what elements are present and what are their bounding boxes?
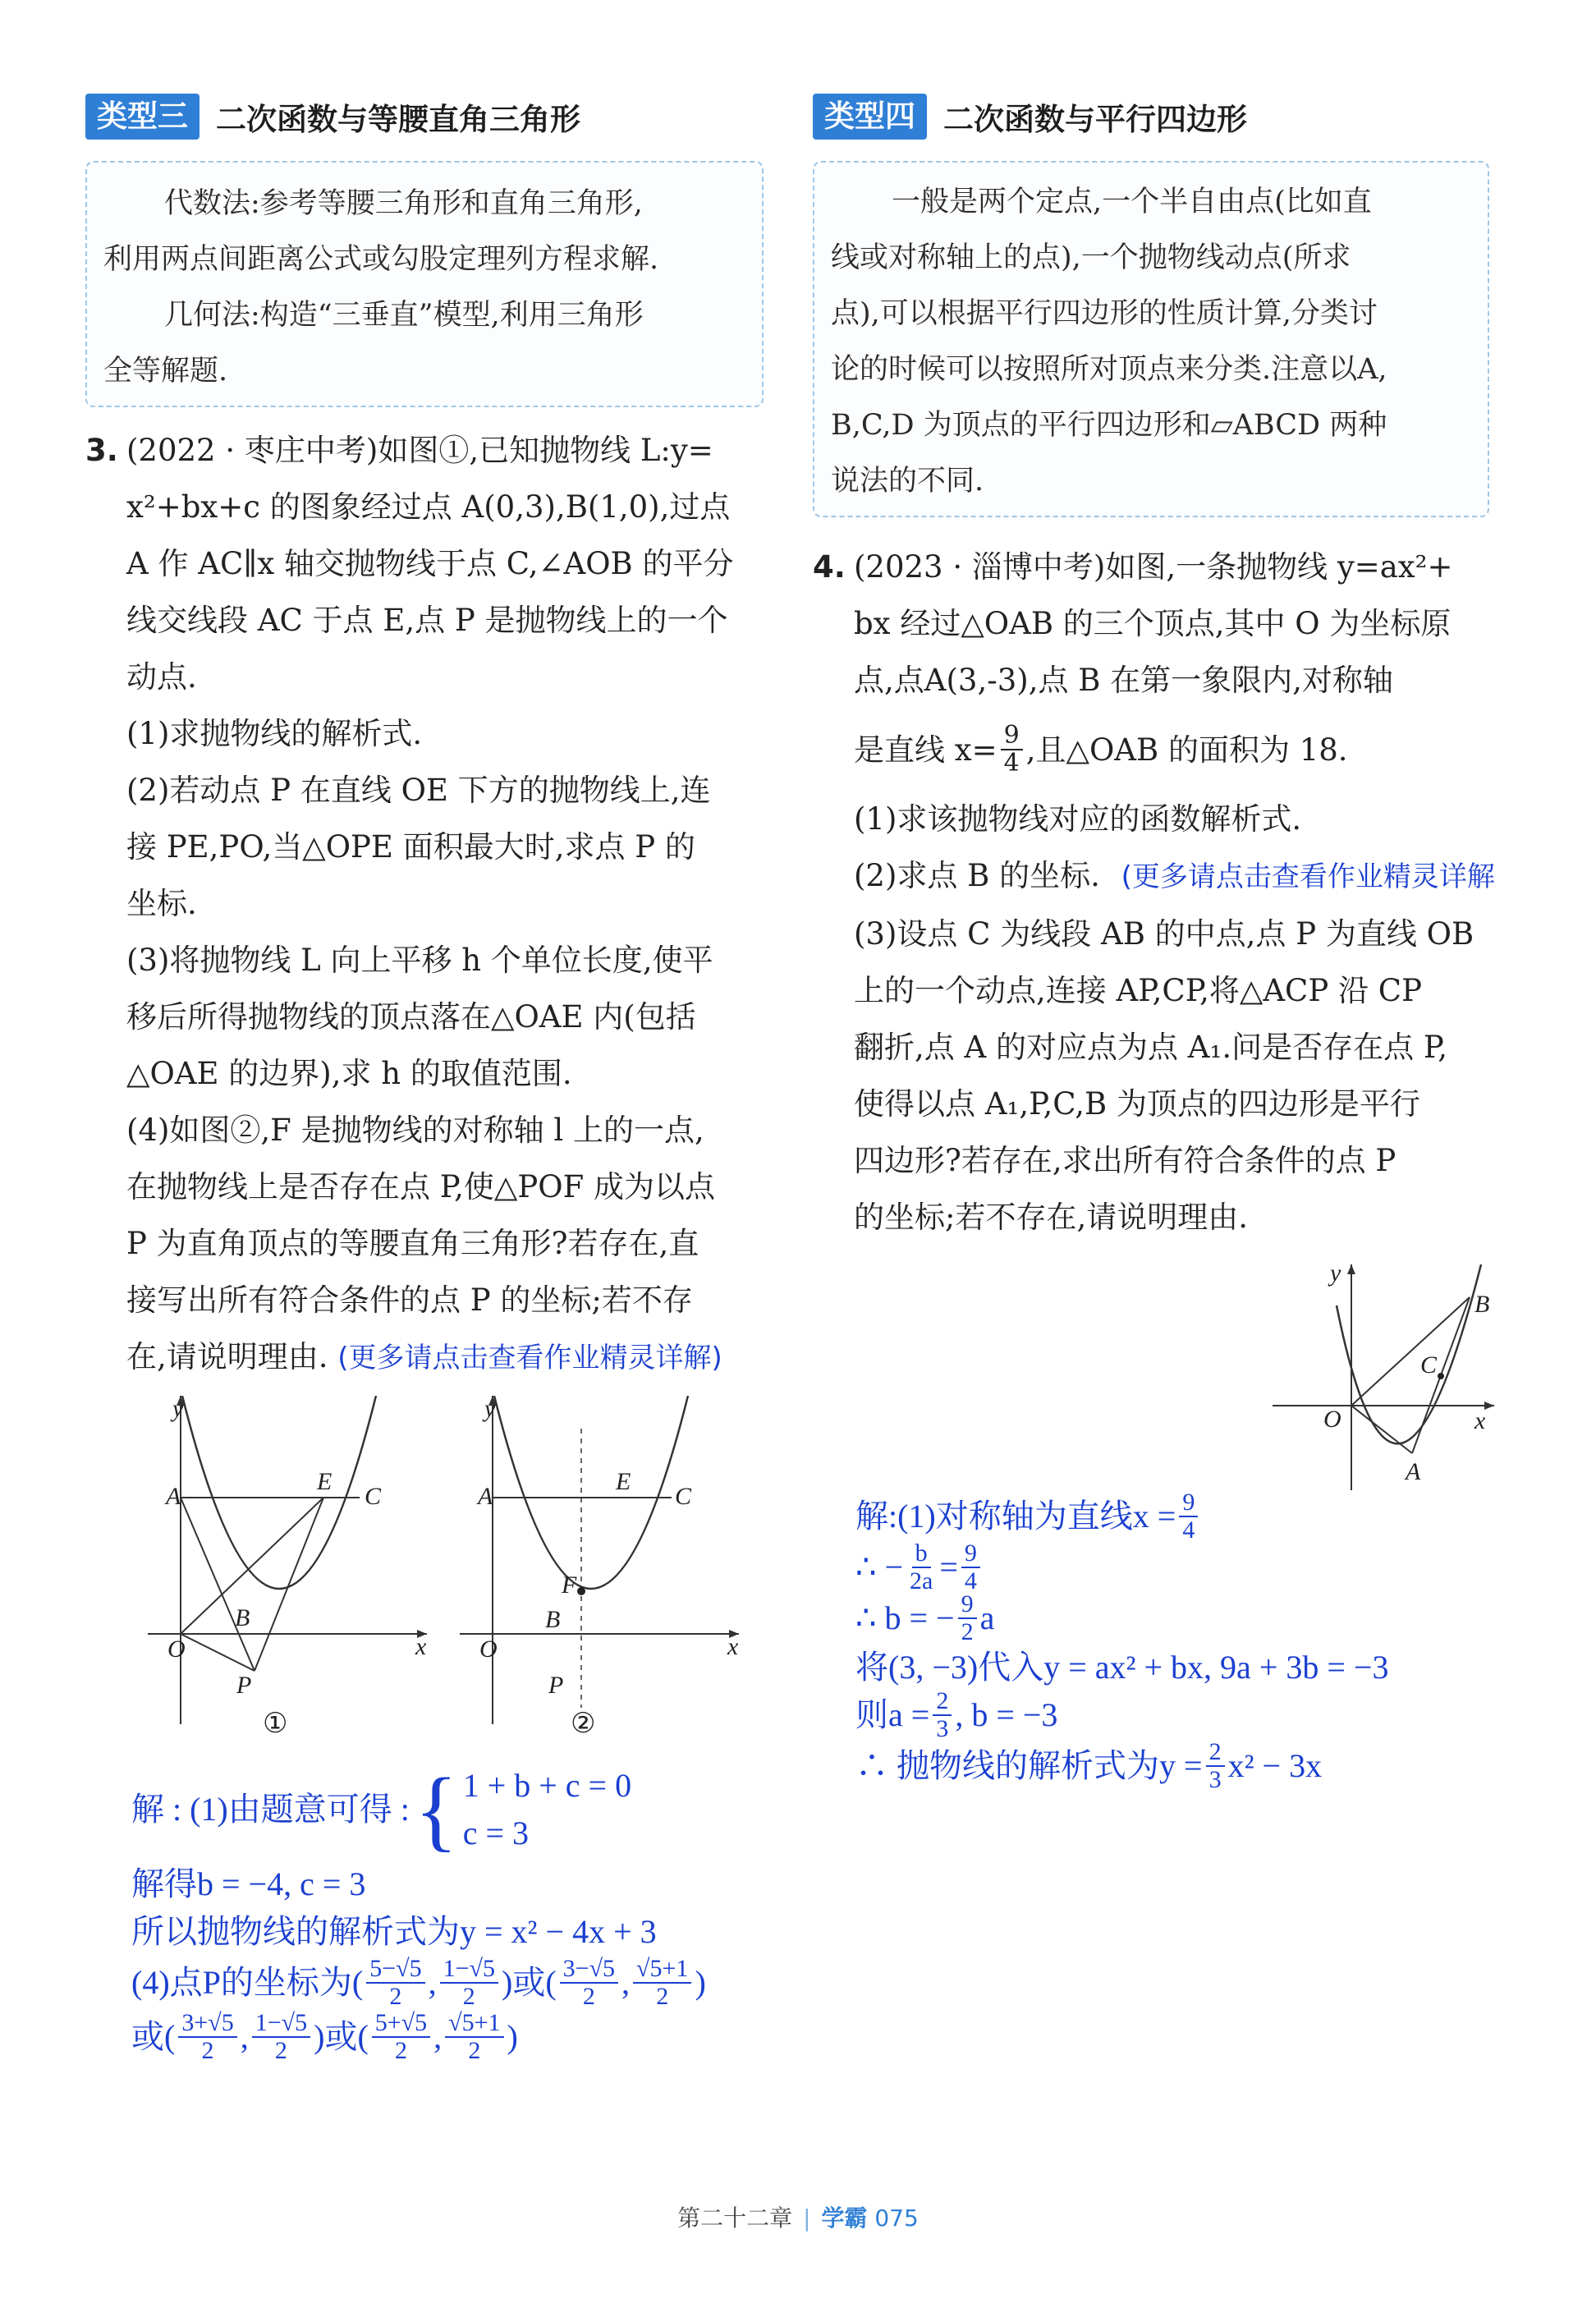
question-line: 动点. — [126, 659, 197, 695]
fig2-label-o: O — [479, 1636, 498, 1663]
sol4-l6-num: 2 — [1206, 1739, 1225, 1767]
fig2-caption: ② — [571, 1707, 596, 1740]
fig2-label-a: A — [478, 1483, 493, 1510]
fig2-label-c: C — [675, 1483, 692, 1510]
fig3-label-x: x — [1474, 1407, 1486, 1434]
comma: , — [621, 1964, 631, 2001]
fig1-label-b: B — [235, 1604, 250, 1631]
close: ) — [314, 2018, 325, 2055]
type3-header — [85, 94, 580, 140]
fig2-label-b: B — [545, 1606, 561, 1633]
question-line: bx 经过△OAB 的三个顶点,其中 O 为坐标原 — [854, 606, 1452, 641]
p1b-den: 2 — [462, 1983, 475, 2010]
fig3-label-b: B — [1474, 1291, 1490, 1318]
p2a-num: 3−√5 — [560, 1956, 618, 1984]
method-note-box — [85, 161, 764, 407]
question-line: 翻折,点 A 的对应点为点 A₁.问是否存在点 P, — [854, 1030, 1447, 1065]
type3-title: 二次函数与等腰直角三角形 — [216, 102, 580, 137]
sol4-l3-pre: ∴ b = − — [855, 1599, 955, 1636]
sol4-l6-post: x² − 3x — [1227, 1747, 1323, 1784]
fig1-label-c: C — [365, 1483, 382, 1510]
question-line — [854, 709, 1585, 791]
p3b-num: 1−√5 — [252, 2010, 310, 2038]
comma: , — [240, 2018, 249, 2055]
question-number: 4. — [813, 549, 846, 585]
fig2-label-y: y — [484, 1396, 496, 1422]
sol3-intro: 解 : (1)由题意可得 : — [131, 1791, 410, 1828]
question-line: A 作 AC∥x 轴交抛物线于点 C,∠AOB 的平分 — [126, 546, 734, 581]
sol4-l3-num: 9 — [958, 1591, 977, 1619]
question-line: (3)设点 C 为线段 AB 的中点,点 P 为直线 OB — [854, 916, 1474, 952]
type4-tag: 类型四 — [813, 94, 927, 140]
type4-title: 二次函数与平行四边形 — [943, 102, 1247, 137]
question-line: P 为直角顶点的等腰直角三角形?若存在,直 — [126, 1226, 699, 1261]
footer-separator: | — [803, 2205, 811, 2232]
close: ) — [502, 1964, 513, 2001]
comma: , — [433, 2018, 443, 2055]
or: 或 — [131, 2018, 164, 2055]
question-line: (4)如图②,F 是抛物线的对称轴 l 上的一点, — [126, 1113, 704, 1148]
sol3-line4-pre: (4)点P的坐标为( — [131, 1964, 364, 2001]
figure-1 — [148, 1396, 427, 1741]
question-4 — [813, 539, 1585, 1246]
fig1-label-p: P — [236, 1672, 252, 1699]
footer-brand: 学霸 — [821, 2205, 868, 2232]
question-number: 3. — [85, 433, 118, 468]
sol4-l2-pre: ∴ − — [855, 1548, 904, 1585]
sol4-l5-den: 3 — [936, 1715, 949, 1742]
type4-note-box — [813, 161, 1489, 517]
sol4-l3-den: 2 — [961, 1618, 974, 1645]
fig1-label-e: E — [317, 1468, 332, 1495]
method-line: 全等解题. — [103, 355, 228, 388]
q4-frac-num: 9 — [1001, 723, 1023, 750]
footer-chapter: 第二十二章 — [677, 2205, 793, 2232]
p1a-num: 5−√5 — [366, 1956, 424, 1984]
p4b-num: √5+1 — [445, 2010, 503, 2038]
note-line: 线或对称轴上的点),一个抛物线动点(所求 — [831, 241, 1351, 274]
question-line: 接写出所有符合条件的点 P 的坐标;若不存 — [126, 1282, 693, 1318]
fig2-label-x: x — [727, 1633, 739, 1660]
sol4-l2-den: 2a — [910, 1567, 933, 1594]
q4-line4-post: ,且△OAB 的面积为 18. — [1025, 732, 1348, 768]
question-3 — [85, 422, 775, 1387]
question-line: 的坐标;若不存在,请说明理由. — [854, 1200, 1248, 1235]
question-line: (1)求该抛物线对应的函数解析式. — [854, 801, 1302, 837]
p3a-num: 3+√5 — [178, 2010, 236, 2038]
p1b-num: 1−√5 — [440, 1956, 498, 1984]
question-line: x²+bx+c 的图象经过点 A(0,3),B(1,0),过点 — [126, 489, 731, 525]
question-line: 线交线段 AC 于点 E,点 P 是抛物线上的一个 — [126, 603, 728, 638]
fig3-label-y: y — [1330, 1264, 1341, 1287]
p3a-den: 2 — [201, 2037, 214, 2064]
note-line: B,C,D 为顶点的平行四边形和▱ABCD 两种 — [831, 409, 1387, 442]
method-line: 代数法:参考等腰三角形和直角三角形, — [164, 187, 643, 220]
method-line: 几何法:构造“三垂直”模型,利用三角形 — [164, 299, 644, 332]
fig1-label-a: A — [166, 1483, 181, 1510]
sol3-line3: 所以抛物线的解析式为y = x² − 4x + 3 — [131, 1913, 657, 1950]
question-last-text: 在,请说明理由. — [126, 1339, 328, 1374]
figure-3 — [1273, 1264, 1494, 1494]
p4a-den: 2 — [394, 2037, 407, 2064]
sol4-l5-post: , b = −3 — [955, 1696, 1058, 1733]
method-line: 利用两点间距离公式或勾股定理列方程求解. — [103, 243, 659, 276]
fig1-label-y: y — [172, 1396, 184, 1422]
fig1-label-x: x — [415, 1633, 427, 1660]
sol4-l3-post: a — [979, 1599, 995, 1636]
note-line: 一般是两个定点,一个半自由点(比如直 — [892, 186, 1372, 218]
fig3-label-a: A — [1406, 1458, 1421, 1485]
sol4-l6-pre: ∴ 抛物线的解析式为y = — [855, 1747, 1203, 1784]
sol4-l5-pre: 则a = — [855, 1696, 930, 1733]
question-line — [126, 1328, 775, 1387]
or: 或 — [324, 2018, 358, 2055]
fig1-caption: ① — [263, 1707, 288, 1740]
sol4-l2-num2: 9 — [961, 1540, 980, 1568]
p4b-den: 2 — [468, 2037, 481, 2064]
p2b-den: 2 — [656, 1983, 669, 2010]
type3-tag: 类型三 — [85, 94, 200, 140]
sol4-l5-num: 2 — [933, 1688, 952, 1716]
type4-header — [813, 94, 1247, 140]
sol4-l1-num: 9 — [1179, 1489, 1198, 1517]
q3-solution: 解 : (1)由题意可得 : { 1 + b + c = 0 c = 3 解得b = −4, c = 3 所以抛物线的解析式为y = x² − 4x + 3 (4)点P的坐标为( $\frac{5-√5}{2}$ , $\frac{1-√5}{2}$ ) 或 ( $\frac{3-√5}{2}$ , $\frac{√5+1}{2}$ ) 或 ( $\frac{3+√5}{2}$ , $\frac{1-√5}{2}$ ) 或 ( $\frac{5+√5}{2}$ , $\frac{√5+1}{2}$ ) — [131, 1760, 706, 2064]
p3b-den: 2 — [274, 2037, 287, 2064]
sol4-l1-pre: 解:(1)对称轴为直线x = — [855, 1498, 1176, 1535]
sol3-eq2: c = 3 — [462, 1815, 529, 1851]
sol4-l2-eq: = — [939, 1548, 958, 1585]
question-line: (2)若动点 P 在直线 OE 下方的抛物线上,连 — [126, 773, 711, 808]
comma: , — [428, 1964, 437, 2001]
sol3-line2: 解得b = −4, c = 3 — [131, 1865, 366, 1902]
p2b-num: √5+1 — [633, 1956, 691, 1984]
page-footer — [0, 2200, 1596, 2233]
sol3-eq1: 1 + b + c = 0 — [462, 1767, 632, 1804]
close: ) — [507, 2018, 518, 2055]
more-details-link[interactable]: (更多请点击查看作业精灵详解 — [1121, 860, 1495, 893]
or: 或 — [512, 1964, 546, 2001]
note-line: 论的时候可以按照所对顶点来分类.注意以A, — [831, 353, 1387, 386]
p4a-num: 5+√5 — [372, 2010, 430, 2038]
question-line: (3)将抛物线 L 向上平移 h 个单位长度,使平 — [126, 943, 713, 978]
question-line: (1)求抛物线的解析式. — [126, 716, 423, 751]
question-line — [854, 847, 1585, 906]
sol4-l2-den2: 4 — [964, 1567, 977, 1594]
note-line: 说法的不同. — [831, 465, 984, 498]
q4-sub2: (2)求点 B 的坐标. — [854, 858, 1100, 893]
note-line: 点),可以根据平行四边形的性质计算,分类讨 — [831, 297, 1378, 330]
q4-solution — [855, 1491, 1389, 1792]
sol4-l2-num: b — [912, 1540, 931, 1568]
question-line: △OAE 的边界),求 h 的取值范围. — [126, 1056, 572, 1091]
p2a-den: 2 — [582, 1983, 595, 2010]
fig3-label-o: O — [1323, 1406, 1341, 1433]
question-line: 上的一个动点,连接 AP,CP,将△ACP 沿 CP — [854, 973, 1422, 1008]
p1a-den: 2 — [389, 1983, 402, 2010]
more-details-link[interactable]: (更多请点击查看作业精灵详解) — [337, 1342, 722, 1374]
figure-2 — [460, 1396, 739, 1741]
question-line: 接 PE,PO,当△OPE 面积最大时,求点 P 的 — [126, 829, 695, 865]
footer-page-number: 075 — [874, 2205, 919, 2232]
question-line: 移后所得抛物线的顶点落在△OAE 内(包括 — [126, 999, 696, 1035]
q4-line4-pre: 是直线 x= — [854, 732, 998, 768]
q4-frac-den: 4 — [1003, 749, 1020, 778]
question-line: 使得以点 A₁,P,C,B 为顶点的四边形是平行 — [854, 1086, 1420, 1122]
question-line: (2022 · 枣庄中考)如图①,已知抛物线 L:y= — [126, 433, 713, 468]
question-line: 点,点A(3,-3),点 B 在第一象限内,对称轴 — [854, 663, 1393, 698]
sol4-l1-den: 4 — [1182, 1516, 1195, 1544]
question-line: 四边形?若存在,求出所有符合条件的点 P — [854, 1143, 1396, 1178]
fig2-label-f: F — [562, 1571, 577, 1599]
fig2-label-e: E — [616, 1468, 631, 1495]
question-line: 坐标. — [126, 886, 197, 921]
question-line: 在抛物线上是否存在点 P,使△POF 成为以点 — [126, 1169, 716, 1204]
sol4-l6-den: 3 — [1208, 1766, 1222, 1793]
fig2-label-p: P — [548, 1672, 564, 1699]
sol4-l4: 将(3, −3)代入y = ax² + bx, 9a + 3b = −3 — [855, 1649, 1389, 1686]
close: ) — [695, 1964, 706, 2001]
fig3-label-c: C — [1420, 1351, 1438, 1379]
question-line: (2023 · 淄博中考)如图,一条抛物线 y=ax²+ — [854, 549, 1453, 585]
fig1-label-o: O — [167, 1636, 186, 1663]
